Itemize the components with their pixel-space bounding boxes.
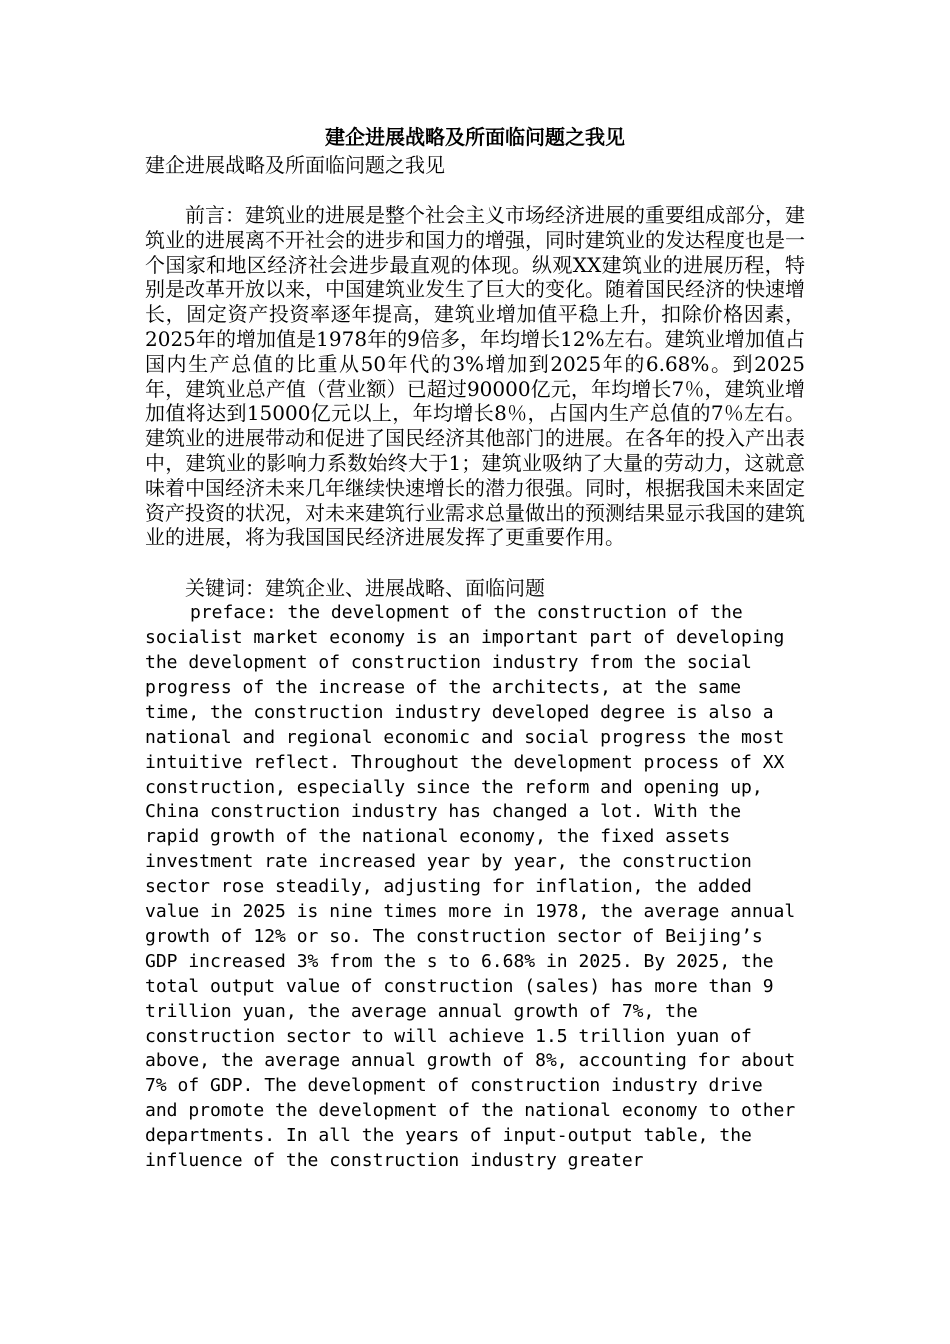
document-page [145, 122, 805, 1174]
document-subtitle: 建企进展战略及所面临问题之我见 [145, 153, 445, 177]
preface-english: preface: the development of the construction of the socialist market economy is an important part of developing the development of construction industry from the social progress of the increase of the architects, at the same time, the construction industry developed degree is also a national and regional economic and social progress the most intuitive reflect. Throughout the development process of XX construction, especially since the reform and opening up, China construction industry has changed a lot. With the rapid growth of the national economy, the fixed assets investment rate increased year by year, the construction sector rose steadily, adjusting for inflation, the added value in 2025 is nine times more in 1978, the average annual growth of 12% or so. The construction sector of Beijing’s GDP increased 3% from the s to 6.68% in 2025. By 2025, the total output value of construction (sales) has more than 9 trillion yuan, the average annual growth of 7%, the construction sector to will achieve 1.5 trillion yuan of above, the average annual growth of 8%, accounting for about 7% of GDP. The development of construction industry drive and promote the development of the national economy to other departments. In all the years of input-output table, the influence of the construction industry greater [145, 602, 796, 1172]
keywords-line: 关键词：建筑企业、进展战略、面临问题 [185, 576, 545, 601]
preface-chinese: 前言：建筑业的进展是整个社会主义市场经济进展的重要组成部分，建筑业的进展离不开社会的进步和国力的增强，同时建筑业的发达程度也是一个国家和地区经济社会进步最直观的体现。纵观XX建筑业的进展历程，特别是改革开放以来，中国建筑业发生了巨大的变化。随着国民经济的快速增长，固定资产投资率逐年提高，建筑业增加值平稳上升，扣除价格因素，2025年的增加值是1978年的9倍多，年均增长12%左右。建筑业增加值占国内生产总值的比重从50年代的3%增加到2025年的6.68%。到2025年，建筑业总产值（营业额）已超过90000亿元，年均增长7％，建筑业增加值将达到15000亿元以上，年均增长8％，占国内生产总值的7％左右。建筑业的进展带动和促进了国民经济其他部门的进展。在各年的投入产出表中，建筑业的影响力系数始终大于1；建筑业吸纳了大量的劳动力，这就意味着中国经济未来几年继续快速增长的潜力很强。同时，根据我国未来固定资产投资的状况，对未来建筑行业需求总量做出的预测结果显示我国的建筑业的进展，将为我国国民经济进展发挥了更重要作用。 [145, 203, 805, 550]
document-title: 建企进展战略及所面临问题之我见 [325, 125, 625, 149]
